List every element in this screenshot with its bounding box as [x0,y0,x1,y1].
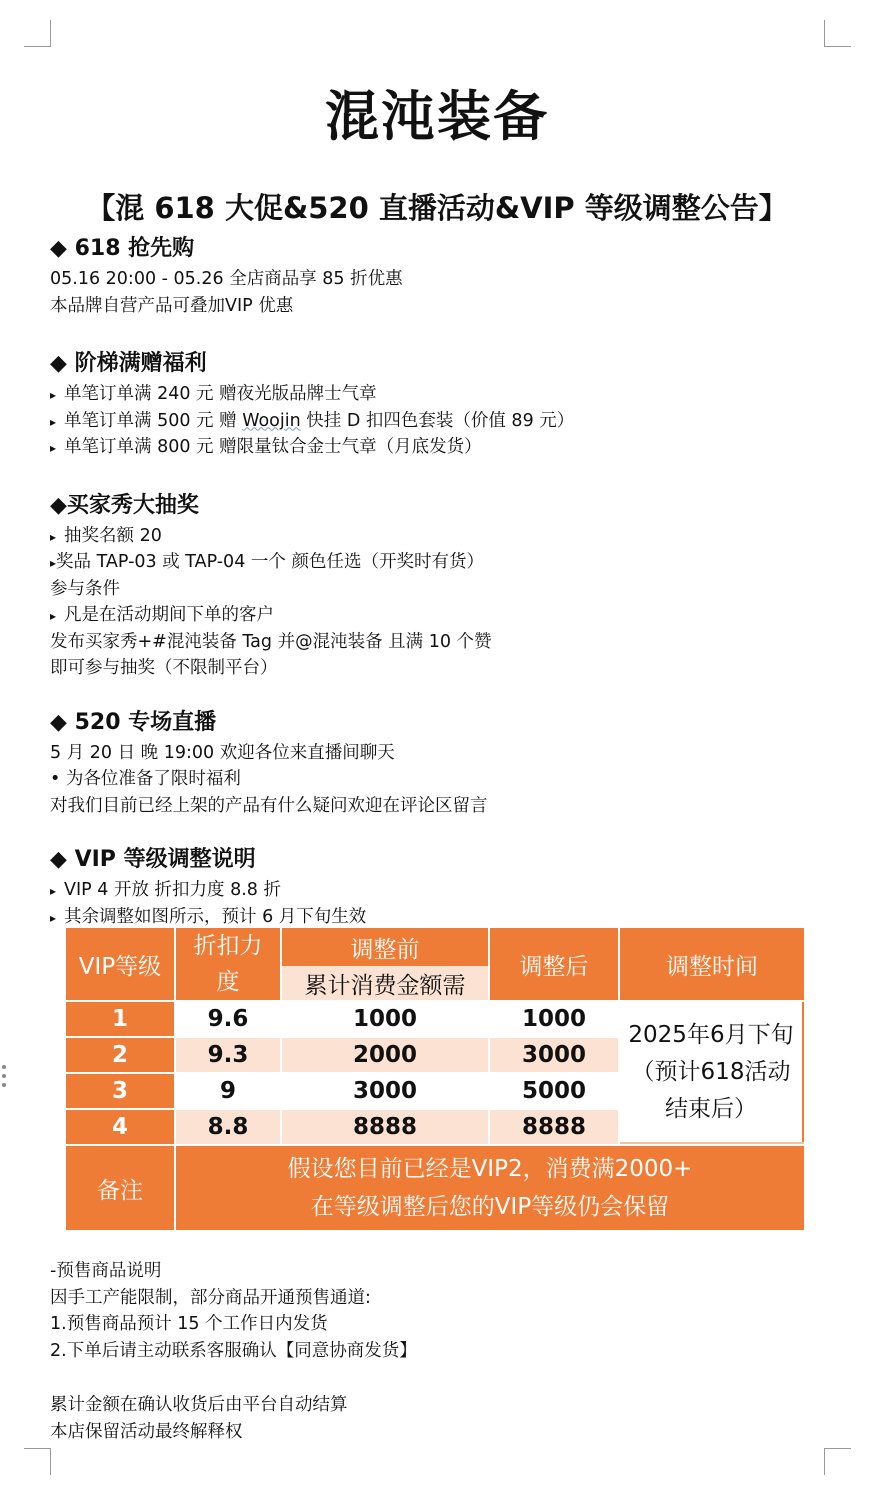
crop-mark-top-right [824,20,851,47]
text-line: 2.下单后请主动联系客服确认【同意协商发货】 [50,1340,417,1361]
cell-discount: 9.6 [176,1002,280,1036]
cell-after: 3000 [490,1038,618,1072]
text-line: 1.预售商品预计 15 个工作日内发货 [50,1314,328,1334]
cell-level: 3 [66,1074,174,1108]
text-line: 对我们目前已经上架的产品有什么疑问欢迎在评论区留言 [50,795,488,816]
cell-level: 2 [66,1038,174,1072]
cell-after: 5000 [490,1074,618,1108]
header-before-sub: 累计消费金额需 [282,966,488,1000]
list-item: ▸ 抽奖名额 20 [50,525,162,546]
bullet-icon: ▸ [50,529,57,544]
header-before: 调整前 [282,928,488,966]
bullet-icon: ▸ [50,609,57,623]
text-line: 参与条件 [50,578,120,599]
cell-discount: 9 [176,1074,280,1108]
note-label: 备注 [66,1146,174,1230]
cell-after: 1000 [490,1002,618,1036]
spellcheck-word[interactable]: Woojin [242,410,301,431]
header-discount: 折扣力 度 [176,928,280,1000]
text-line: -预售商品说明 [50,1261,162,1281]
divider [620,1142,804,1144]
section-heading-lottery: ◆买家秀大抽奖 [50,492,199,518]
section-heading-ladder: ◆ 阶梯满赠福利 [50,351,207,376]
cell-level: 1 [66,1002,174,1036]
bullet-icon: ▸ [50,910,57,925]
cell-before: 1000 [282,1002,488,1036]
text-line: 即可参与抽奖（不限制平台） [50,658,278,678]
header-after: 调整后 [490,928,618,1000]
list-item: ▸奖品 TAP-03 或 TAP-04 一个 颜色任选（开奖时有货） [50,552,484,572]
bullet-icon: ▸ [50,556,57,570]
section-heading-618: ◆ 618 抢先购 [50,236,195,261]
bullet-icon: ▸ [50,388,57,402]
presale-notes [50,1258,830,1445]
crop-mark-top-left [24,20,51,47]
more-options-icon[interactable] [2,1065,8,1092]
bullet-icon: ▸ [50,441,57,455]
text-line: 05.16 20:00 - 05.26 全店商品享 85 折优惠 [50,269,403,289]
section-heading-vip: ◆ VIP 等级调整说明 [50,847,256,872]
list-item: ▸ 凡是在活动期间下单的客户 [50,605,275,625]
text-line: 本店保留活动最终解释权 [50,1421,243,1442]
vip-level-table [66,928,804,1230]
cell-level: 4 [66,1110,174,1144]
list-item: ▸ VIP 4 开放 折扣力度 8.8 折 [50,880,281,900]
text-line: 本品牌自营产品可叠加VIP 优惠 [50,295,294,316]
announcement-body [50,232,830,930]
list-item: ▸ 其余调整如图所示，预计 6 月下旬生效 [50,906,367,927]
cell-after: 8888 [490,1110,618,1144]
bullet-icon: ▸ [50,414,57,429]
cell-before: 8888 [282,1110,488,1144]
page-title: 混沌装备 [325,85,549,148]
crop-mark-bottom-right [824,1448,851,1475]
list-item: ▸ 单笔订单满 800 元 赠限量钛合金士气章（月底发货） [50,437,482,457]
bullet-icon: ▸ [50,884,57,898]
cell-adjust-time: 2025年6月下旬 （预计618活动 结束后） [620,1002,804,1142]
text-line: 5 月 20 日 晚 19:00 欢迎各位来直播间聊天 [50,742,395,763]
list-item: ▸ 单笔订单满 500 元 赠 Woojin 快挂 D 扣四色套装（价值 89 元） [50,410,575,431]
list-item: ▸ 单笔订单满 240 元 赠夜光版品牌士气章 [50,384,377,404]
text-line: • 为各位准备了限时福利 [50,769,241,789]
announcement-subtitle: 【混 618 大促&520 直播活动&VIP 等级调整公告】 [86,191,788,225]
text-line: 因手工产能限制，部分商品开通预售通道: [50,1287,371,1308]
cell-discount: 8.8 [176,1110,280,1144]
header-time: 调整时间 [620,928,804,1000]
text-line: 发布买家秀+#混沌装备 Tag 并@混沌装备 且满 10 个赞 [50,631,492,652]
crop-mark-bottom-left [24,1448,51,1475]
cell-discount: 9.3 [176,1038,280,1072]
text-line: 累计金额在确认收货后由平台自动结算 [50,1395,348,1415]
cell-before: 2000 [282,1038,488,1072]
note-text: 假设您目前已经是VIP2，消费满2000+ 在等级调整后您的VIP等级仍会保留 [176,1146,804,1230]
section-heading-live: ◆ 520 专场直播 [50,709,217,735]
cell-before: 3000 [282,1074,488,1108]
header-vip-level: VIP等级 [66,928,174,1000]
